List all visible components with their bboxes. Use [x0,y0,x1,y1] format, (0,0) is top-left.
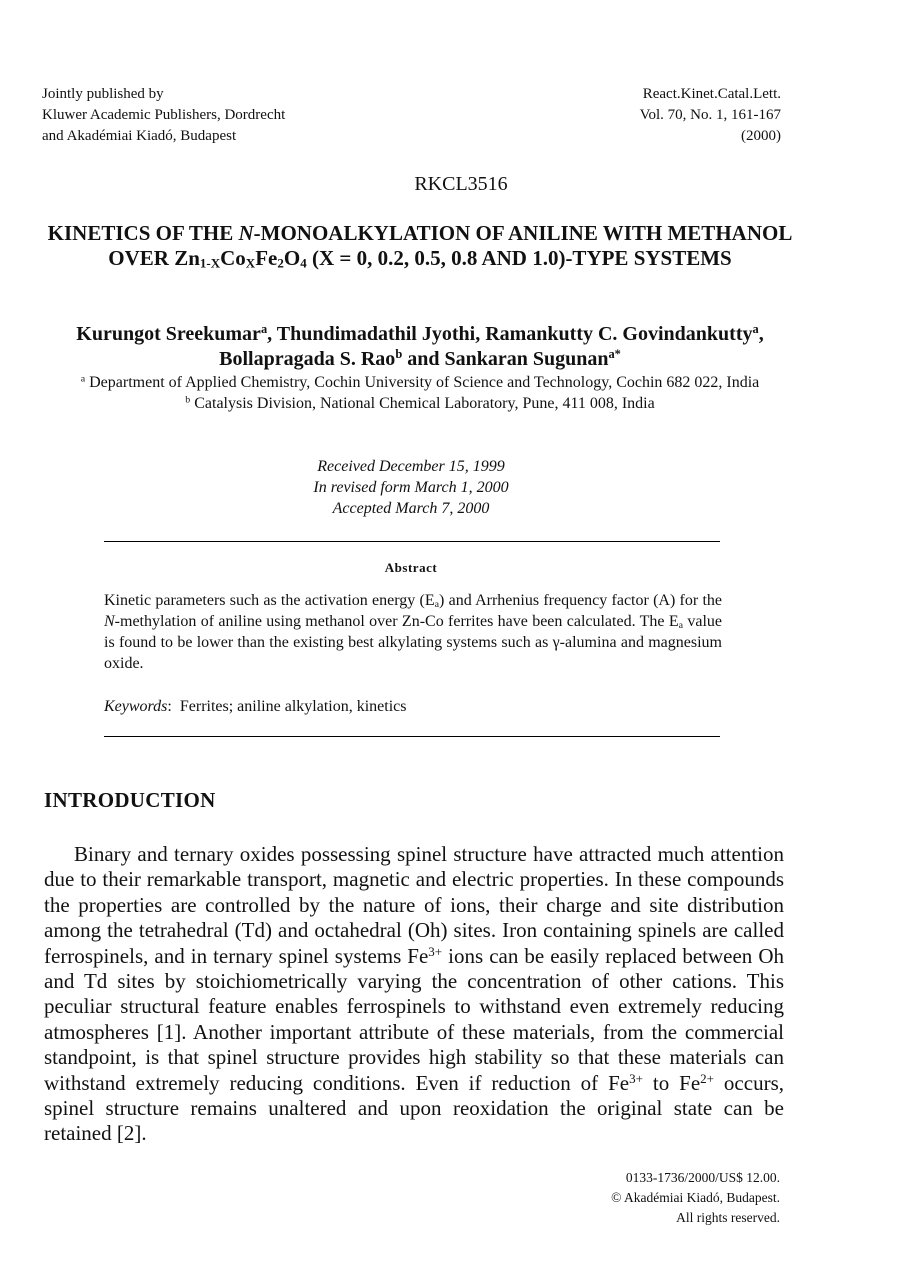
title-part: -MONOALKYLATION OF ANILINE WITH METHANOL OVER Zn [108,221,793,270]
abstract-heading: Abstract [384,560,438,575]
title-part: (X = 0, 0.2, 0.5, 0.8 AND 1.0)-TYPE SYSTEMS [306,246,732,270]
copyright: © Akadémiai Kiadó, Budapest. [611,1190,780,1205]
journal-citation [640,84,781,147]
superscript: 2+ [700,1070,714,1086]
submission-dates [0,456,822,519]
author-name: and Sankaran Sugunan [402,348,609,370]
publisher-line: Kluwer Academic Publishers, Dordrecht [42,107,286,123]
affiliation-text: Catalysis Division, National Chemical Laboratory, Pune, 411 008, India [190,395,655,412]
author-name: , Bollapragada S. Rao [219,323,764,370]
author-name: Kurungot Sreekumar [76,323,261,345]
abstract-subscript: a [434,598,440,610]
abstract-subscript: a [678,619,684,631]
title-part: Co [220,246,246,270]
title-italic: N [238,221,254,245]
journal-volume: Vol. 70, No. 1, 161-167 [639,107,781,123]
publisher-line: Jointly published by [42,86,164,102]
journal-name: React.Kinet.Catal.Lett. [642,86,781,102]
paper-title [40,221,800,271]
keywords-colon: : [167,698,172,715]
title-part: KINETICS OF THE [47,221,239,245]
copyright-footer [611,1168,780,1228]
issn-price: 0133-1736/2000/US$ 12.00. [625,1170,780,1185]
affiliations [40,372,800,414]
abstract-part: ) and Arrhenius frequency factor (A) for the [439,592,722,609]
abstract-text [104,590,722,674]
paragraph-part: to Fe [642,1070,701,1095]
article-code: RKCL3516 [414,173,508,195]
rights: All rights reserved. [676,1210,780,1225]
author-name: , Thundimadathil Jyothi, Ramankutty C. Govindankutty [267,323,753,345]
title-part: O [283,246,301,270]
abstract-part: Kinetic parameters such as the activation energy (E [104,592,435,609]
paragraph-part: ions can be easily replaced between Oh and Td sites by stoichiometrically varying the concentration of other cations. This peculiar structural feature enables ferrospinels to withstand even extremely reducing atmospheres [1]. Another important attribute of these materials, from the commercial standpoint, is that spinel structure provides high stability so that these materials can withstand extremely reducing conditions. Even if reduction of Fe [44,943,784,1095]
abstract-part: value is found to be lower than the existing best alkylating systems such as γ-alumina and magnesium oxide. [104,613,722,672]
keywords [104,696,406,717]
title-part: Fe [255,246,278,270]
affiliation-mark: a* [608,347,621,362]
publisher-info [42,84,285,147]
title-subscript: X [245,255,256,271]
affiliation-mark: a [752,322,759,337]
paragraph-part: occurs, spinel structure remains unaltered and upon reoxidation the original state can be retained [2]. [44,1070,784,1146]
publisher-line: and Akadémiai Kiadó, Budapest [42,128,237,144]
section-heading: INTRODUCTION [44,788,216,812]
paragraph [44,842,784,1147]
title-subscript: 1-X [199,255,221,271]
paragraph-part: Binary and ternary oxides possessing spinel structure have attracted much attention due to their remarkable transport, magnetic and electric properties. In these compounds the properties are controlled by the nature of ions, their charge and site distribution among the tetrahedral (Td) and octahedral (Oh) sites. Iron containing spinels are called ferrospinels, and in ternary spinel systems Fe [44,842,784,968]
affiliation-b [40,393,800,414]
journal-year: (2000) [741,128,781,144]
affiliation-mark: a [260,322,268,337]
superscript: 3+ [629,1070,643,1086]
received-date: Received December 15, 1999 [317,458,505,475]
author-list [40,322,800,372]
divider-top [104,541,720,542]
divider-bottom [104,736,720,737]
abstract-part: -methylation of aniline using methanol over Zn-Co ferrites have been calculated. The E [114,613,679,630]
keywords-label: Keywords [104,698,168,715]
affiliation-mark: a [80,373,86,385]
abstract-italic: N [104,613,115,630]
keywords-text: Ferrites; aniline alkylation, kinetics [171,698,407,715]
title-subscript: 2 [277,255,284,271]
affiliation-text: Department of Applied Chemistry, Cochin University of Science and Technology, Cochin 682 022, India [85,374,760,391]
introduction-text [44,842,784,1147]
affiliation-mark: b [395,347,403,362]
affiliation-a [40,372,800,393]
title-subscript: 4 [300,255,307,271]
revised-date: In revised form March 1, 2000 [313,479,509,496]
accepted-date: Accepted March 7, 2000 [332,500,490,517]
affiliation-mark: b [185,394,191,406]
superscript: 3+ [428,943,443,959]
